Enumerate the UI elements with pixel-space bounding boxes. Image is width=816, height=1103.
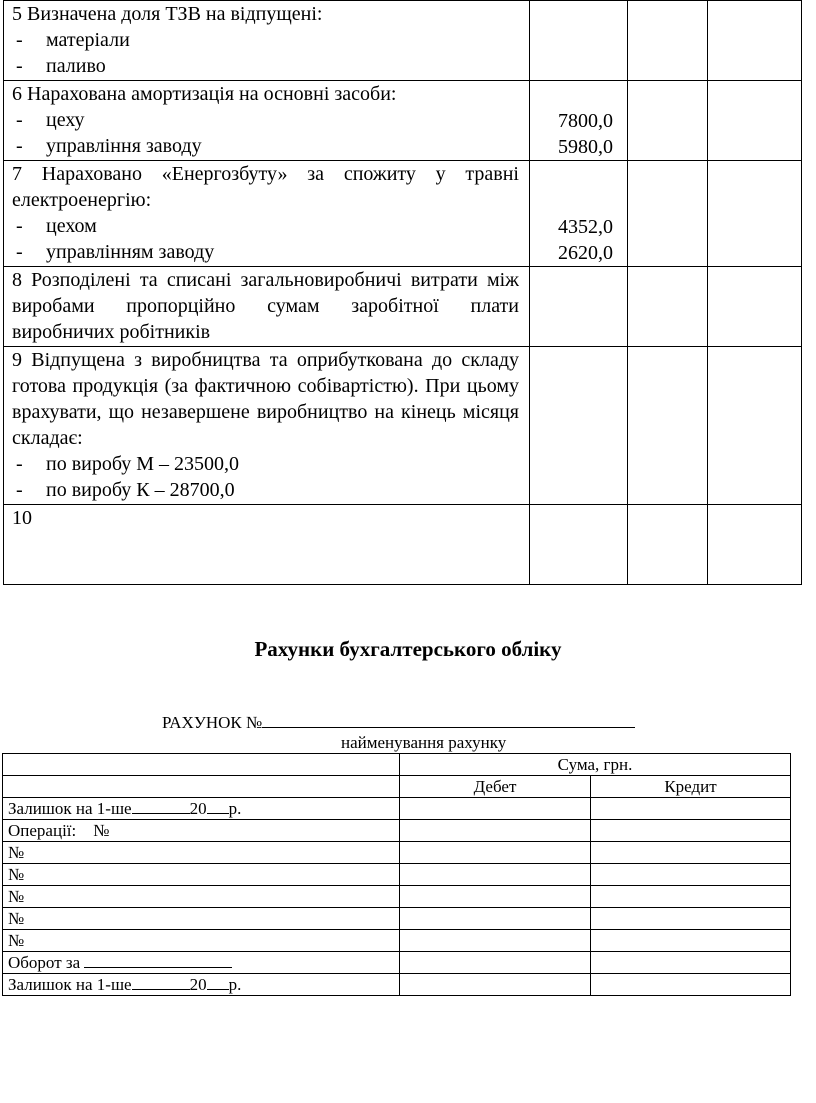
closing-balance-label: Залишок на 1-ше 20 р. [3,974,400,996]
row-10-credit-cell [708,505,802,585]
account-subheading: найменування рахунку [341,733,507,752]
row-5-amount-cell [530,1,628,81]
row-9-amount-cell [530,347,628,505]
row-6-description: 6 Нарахована амортизація на основні засоби: - цеху - управління заводу [4,81,530,161]
row-7-amount-1: 4352,0 [558,216,613,238]
row-10-amount-cell [530,505,628,585]
operation-number: № [3,930,400,952]
account-header-row [3,754,791,776]
row-5-item-2: - паливо [16,55,106,77]
row-7-description: 7 Нараховано «Енергозбуту» за спожиту у травні електроенергію: - цехом - управлінням заводу [4,161,530,267]
row-7-amount-cell [530,161,628,267]
row-5-description: 5 Визначена доля ТЗВ на відпущені: - матеріали - паливо [4,1,530,81]
account-heading: РАХУНОК № [162,712,635,733]
debit-header: Дебет [400,776,591,798]
operation-row [3,864,791,886]
row-10-debit-cell [628,505,708,585]
account-table [2,753,791,996]
operation-row [3,908,791,930]
row-6-item-2: - управління заводу [16,135,202,157]
transaction-row-9 [4,347,802,505]
section-title: Рахунки бухгалтерського обліку [254,637,562,661]
row-7-debit-cell [628,161,708,267]
closing-balance-row [3,974,791,996]
row-7-item-2: - управлінням заводу [16,241,215,263]
opening-balance-row [3,798,791,820]
row-8-credit-cell [708,267,802,347]
row-6-amount-1: 7800,0 [558,110,613,132]
row-10-description: 10 [4,505,530,585]
account-subheader-row [3,776,791,798]
transactions-table [3,0,802,585]
sum-header: Сума, грн. [400,754,791,776]
row-6-amount-2: 5980,0 [558,136,613,158]
operation-number: № [3,842,400,864]
operation-number: № [3,908,400,930]
row-7-item-1: - цехом [16,215,97,237]
row-9-debit-cell [628,347,708,505]
operation-row [3,886,791,908]
turnover-row [3,952,791,974]
turnover-label: Оборот за [3,952,400,974]
row-6-debit-cell [628,81,708,161]
transaction-row-10 [4,505,802,585]
row-7-credit-cell [708,161,802,267]
row-8-description: 8 Розподілені та списані загальновиробничі витрати між виробами пропорційно сумам заробітної плати виробничих робітників [4,267,530,347]
row-8-debit-cell [628,267,708,347]
row-6-item-1: - цеху [16,109,85,131]
transaction-row-6 [4,81,802,161]
row-9-credit-cell [708,347,802,505]
operation-row [3,842,791,864]
account-number-blank [262,712,635,728]
transaction-row-7 [4,161,802,267]
transaction-row-8 [4,267,802,347]
row-5-credit-cell [708,1,802,81]
operations-row [3,820,791,842]
operation-number: № [3,864,400,886]
row-9-item-1: - по виробу М – 23500,0 [16,453,240,475]
row-7-amount-2: 2620,0 [558,242,613,264]
credit-header: Кредит [591,776,791,798]
opening-balance-label: Залишок на 1-ше 20 р. [3,798,400,820]
row-5-debit-cell [628,1,708,81]
transaction-row-5 [4,1,802,81]
row-9-item-2: - по виробу К – 28700,0 [16,479,235,501]
operation-number: № [3,886,400,908]
row-6-credit-cell [708,81,802,161]
operation-row [3,930,791,952]
operations-label: Операції: № [3,820,400,842]
row-8-amount-cell [530,267,628,347]
row-6-amount-cell [530,81,628,161]
row-9-description: 9 Відпущена з виробництва та оприбуткована до складу готова продукція (за фактичною собівартістю). При цьому врахувати, що незавершене виробництво на кінець місяця складає: - по виробу М – 23500,0 - по виробу К – 28700,0 [4,347,530,505]
row-5-item-1: - матеріали [16,29,130,51]
